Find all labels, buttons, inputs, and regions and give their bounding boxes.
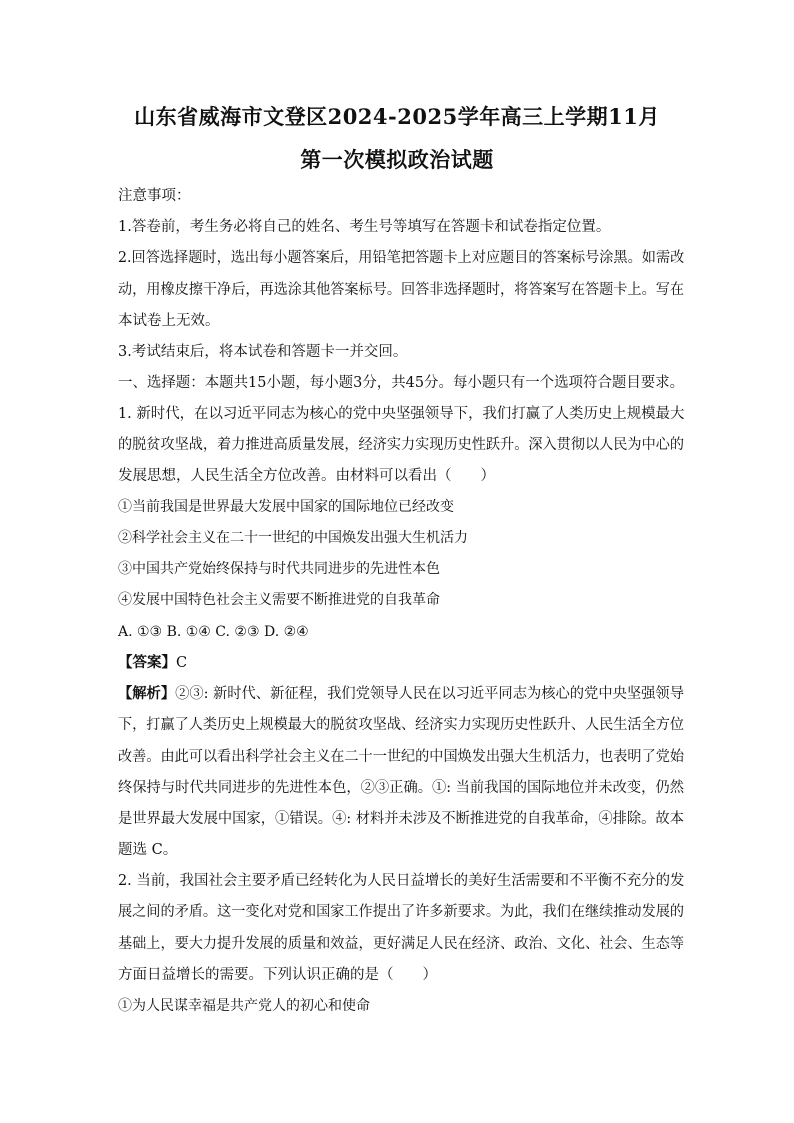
- q2-stem-line: 基础上，要大力提升发展的质量和效益，更好满足人民在经济、政治、文化、社会、生态等: [118, 936, 685, 952]
- q1-analysis-line: 题选 C。: [118, 842, 178, 858]
- section-heading: 一、选择题：本题共15小题，每小题3分，共45分。每小题只有一个选项符合题目要求。: [118, 375, 685, 391]
- q1-answer: [118, 653, 684, 673]
- q1-analysis-line: 改善。由此可以看出科学社会主义在二十一世纪的中国焕发出强大生机活力，也表明了党始: [118, 749, 685, 765]
- q1-stem-line: 的脱贫攻坚战，着力推进高质量发展，经济实力实现历史性跃升。深入贯彻以人民为中心的: [118, 437, 685, 453]
- analysis-text: ②③: 新时代、新征程，我们党领导人民在以习近平同志为核心的党中央坚强领导: [175, 686, 684, 702]
- notice-item: 2.回答选择题时，选出每小题答案后，用铅笔把答题卡上对应题目的答案标号涂黑。如需改: [118, 250, 685, 266]
- document-title-line-2: 第一次模拟政治试题: [300, 147, 494, 172]
- notice-item: 3.考试结束后，将本试卷和答题卡一并交回。: [118, 344, 408, 360]
- q1-option: ④发展中国特色社会主义需要不断推进党的自我革命: [118, 592, 440, 608]
- q1-stem-line: 发展思想，人民生活全方位改善。由材料可以看出（ ）: [118, 468, 495, 484]
- q1-analysis-line: 下，打赢了人类历史上规模最大的脱贫攻坚战、经济实力实现历史性跃升、人民生活全方位: [118, 717, 685, 733]
- answer-label: 【答案】: [118, 654, 176, 671]
- q1-analysis-line: 终保持与时代共同进步的先进性本色，②③正确。①: 当前我国的国际地位并未改变，仍然: [118, 780, 684, 796]
- q2-stem-line: 方面日益增长的需要。下列认识正确的是（ ）: [118, 967, 437, 983]
- notice-item: 本试卷上无效。: [118, 313, 220, 329]
- q1-option: ①当前我国是世界最大发展中国家的国际地位已经改变: [118, 499, 454, 515]
- notice-item: 动，用橡皮擦干净后，再选涂其他答案标号。回答非选择题时，将答案写在答题卡上。写在: [118, 282, 685, 298]
- document-title-line-1: 山东省威海市文登区2024-2025学年高三上学期11月: [134, 104, 660, 129]
- q2-stem-line: 展之间的矛盾。这一变化对党和国家工作提出了许多新要求。为此，我们在继续推动发展的: [118, 904, 685, 920]
- analysis-label: 【解析】: [118, 685, 176, 702]
- q1-analysis-line: 是世界最大发展中国家，①错误。④: 材料并未涉及不断推进党的自我革命，④排除。故本: [118, 811, 684, 827]
- q1-analysis-line: [118, 684, 684, 704]
- q2-option: ①为人民谋幸福是共产党人的初心和使命: [118, 998, 370, 1014]
- q1-choices: A. ①③ B. ①④ C. ②③ D. ②④: [118, 624, 309, 640]
- q2-stem-line: 2. 当前，我国社会主要矛盾已经转化为人民日益增长的美好生活需要和不平衡不充分的发: [118, 873, 685, 889]
- q1-option: ②科学社会主义在二十一世纪的中国焕发出强大生机活力: [118, 530, 468, 546]
- notice-heading: 注意事项：: [118, 188, 191, 204]
- q1-option: ③中国共产党始终保持与时代共同进步的先进性本色: [118, 561, 440, 577]
- q1-stem-line: 1. 新时代，在以习近平同志为核心的党中央坚强领导下，我们打赢了人类历史上规模最大: [118, 406, 685, 422]
- answer-value: C: [176, 655, 188, 671]
- notice-item: 1.答卷前，考生务必将自己的姓名、考生号等填写在答题卡和试卷指定位置。: [118, 219, 611, 235]
